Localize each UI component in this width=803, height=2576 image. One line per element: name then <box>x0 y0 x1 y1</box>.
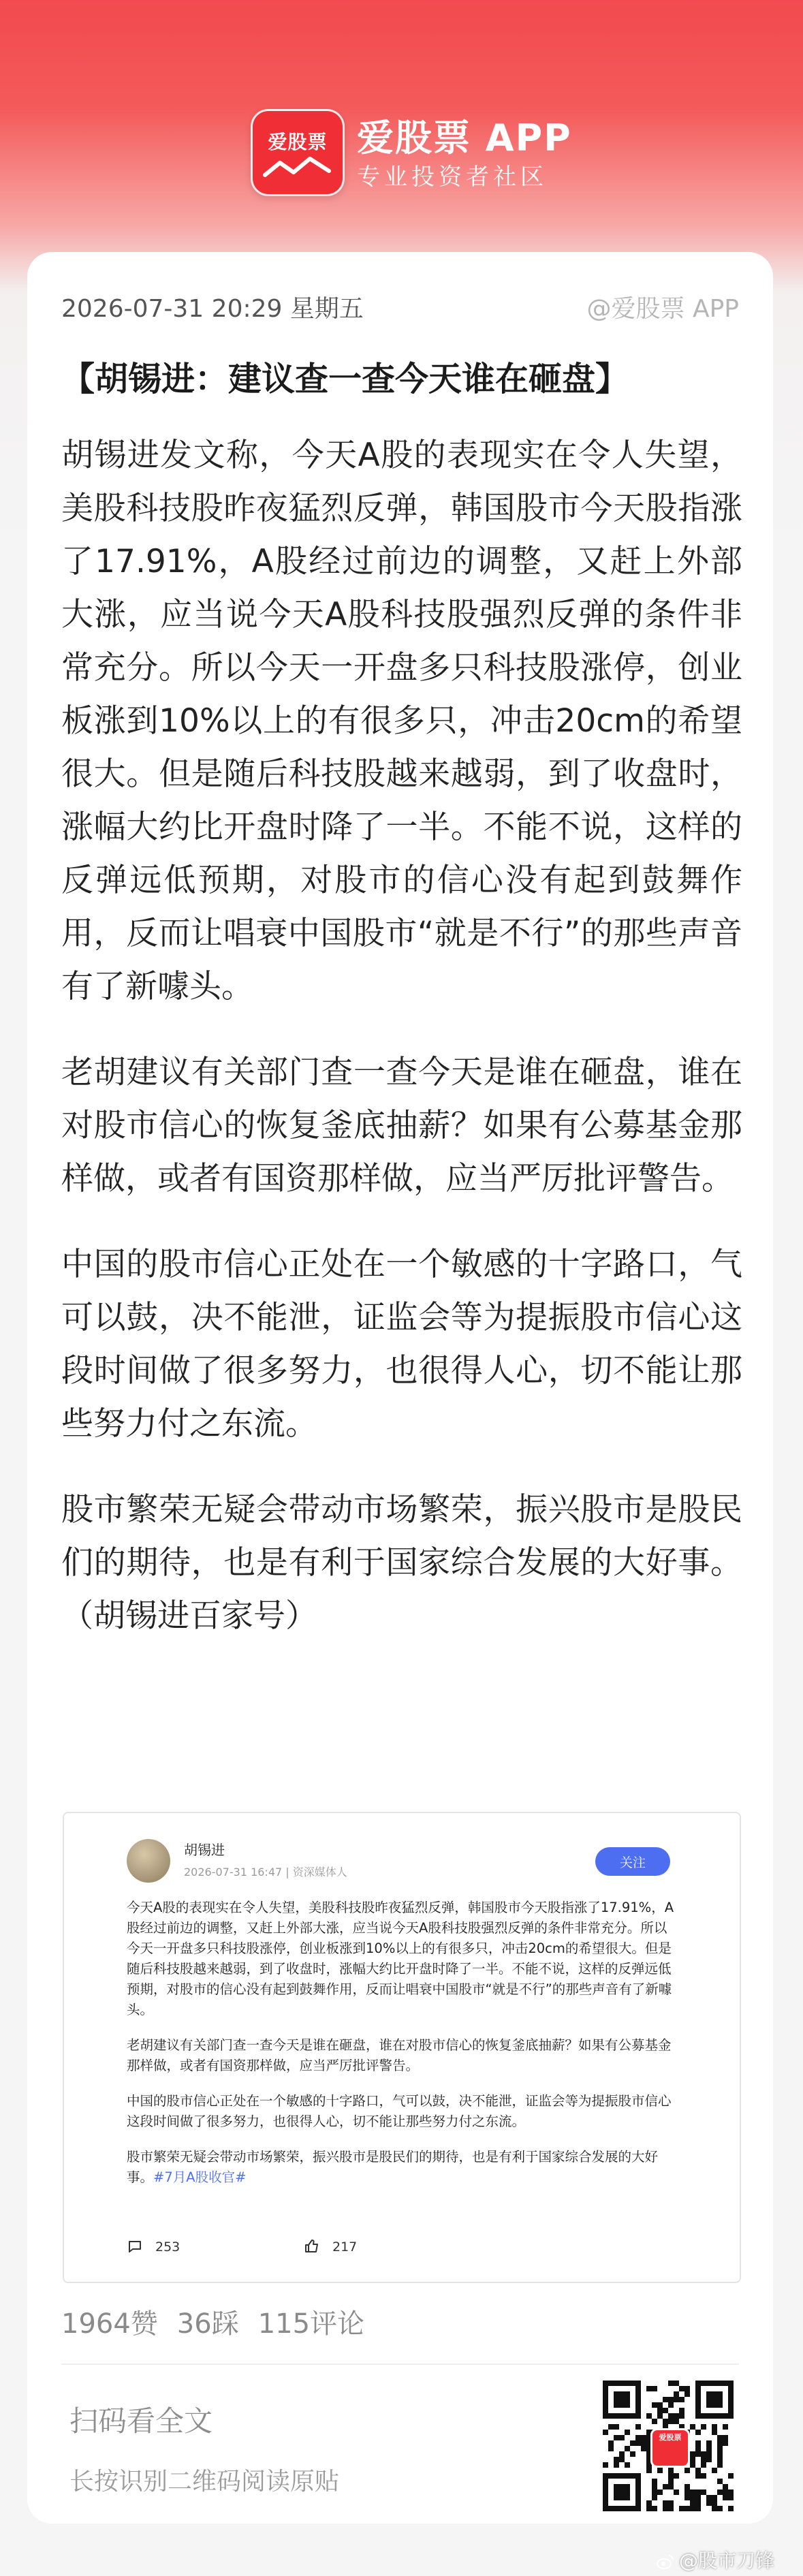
post-card <box>27 252 773 2524</box>
watermark-text: @股市刀锋 <box>678 2549 774 2572</box>
post-source: @爱股票 APP <box>586 295 739 323</box>
post-paragraph: 胡锡进发文称，今天A股的表现实在令人失望，美股科技股昨夜猛烈反弹，韩国股市今天股指涨了17.91%，A股经过前边的调整，又赶上外部大涨，应当说今天A股科技股强烈反弹的条件非常充分。所以今天一开盘多只科技股涨停，创业板涨到10%以上的有很多只，冲击20cm的希望很大。但是随后科技股越来越弱，到了收盘时，涨幅大约比开盘时降了一半。不能不说，这样的反弹远低预期，对股市的信心没有起到鼓舞作用，反而让唱衰中国股市“就是不行”的那些声音有了新噱头。 <box>61 437 742 1005</box>
screenshot-paragraph-text: 股市繁荣无疑会带动市场繁荣，振兴股市是股民们的期待，也是有利于国家综合发展的大好事。 <box>127 2149 659 2185</box>
screenshot-paragraph <box>127 2147 678 2188</box>
like-count: 217 <box>332 2240 358 2255</box>
qr-code[interactable] <box>603 2381 734 2511</box>
author-meta: 2026-07-31 16:47 | 资深媒体人 <box>184 1866 347 1879</box>
brand-title: 爱股票 APP <box>357 116 572 159</box>
comment-action[interactable] <box>127 2238 180 2255</box>
post-title: 【胡锡进：建议查一查今天谁在砸盘】 <box>61 360 629 398</box>
post-paragraph: 老胡建议有关部门查一查今天是谁在砸盘，谁在对股市信心的恢复釜底抽薪？如果有公募基金那样做，或者有国资那样做，应当严厉批评警告。 <box>61 1054 742 1197</box>
brand-subtitle: 专业投资者社区 <box>357 163 548 191</box>
likes-count[interactable]: 1964赞 <box>61 2308 158 2340</box>
trend-line-icon <box>262 153 333 180</box>
comments-count[interactable]: 115评论 <box>257 2308 365 2340</box>
dislikes-count[interactable]: 36踩 <box>176 2308 239 2340</box>
post-stats <box>61 2302 383 2341</box>
app-logo <box>251 109 345 196</box>
scan-title: 扫码看全文 <box>69 2404 213 2438</box>
divider <box>61 2363 739 2365</box>
qr-logo: 爱股票 <box>650 2428 690 2468</box>
comment-icon <box>127 2238 143 2255</box>
scan-subtitle: 长按识别二维码阅读原贴 <box>69 2468 340 2496</box>
weibo-icon <box>656 2554 675 2570</box>
comment-count: 253 <box>155 2240 180 2255</box>
watermark <box>656 2546 774 2573</box>
post-paragraph: 中国的股市信心正处在一个敏感的十字路口，气可以鼓，决不能泄，证监会等为提振股市信心这段时间做了很多努力，也很得人心，切不能让那些努力付之东流。 <box>61 1246 742 1443</box>
thumbs-up-icon <box>304 2238 320 2255</box>
like-action[interactable] <box>304 2238 357 2255</box>
follow-button[interactable]: 关注 <box>595 1847 670 1876</box>
logo-text: 爱股票 <box>268 131 328 153</box>
author-avatar <box>127 1839 170 1883</box>
app-header <box>0 0 803 245</box>
author-name: 胡锡进 <box>184 1842 225 1858</box>
post-paragraph: 股市繁荣无疑会带动市场繁荣，振兴股市是股民们的期待，也是有利于国家综合发展的大好事。（胡锡进百家号） <box>61 1491 742 1635</box>
hashtag-link[interactable]: #7月A股收官# <box>153 2169 247 2185</box>
post-body <box>61 429 742 1676</box>
embedded-screenshot[interactable] <box>63 1812 741 2283</box>
screenshot-paragraph: 今天A股的表现实在令人失望，美股科技股昨夜猛烈反弹，韩国股市今天股指涨了17.91%，A股经过前边的调整，又赶上外部大涨，应当说今天A股科技股强烈反弹的条件非常充分。所以今天一开盘多只科技股涨停，创业板涨到10%以上的有很多只，冲击20cm的希望很大。但是随后科技股越来越弱，到了收盘时，涨幅大约比开盘时降了一半。不能不说，这样的反弹远低预期，对股市的信心没有起到鼓舞作用，反而让唱衰中国股市“就是不行”的那些声音有了新噱头。 <box>127 1900 674 2017</box>
screenshot-body <box>127 1898 678 2203</box>
screenshot-paragraph: 老胡建议有关部门查一查今天是谁在砸盘，谁在对股市信心的恢复釜底抽薪？如果有公募基金那样做，或者有国资那样做，应当严厉批评警告。 <box>127 2037 672 2073</box>
post-time: 2026-07-31 20:29 星期五 <box>61 295 364 323</box>
screenshot-paragraph: 中国的股市信心正处在一个敏感的十字路口，气可以鼓，决不能泄，证监会等为提振股市信心这段时间做了很多努力，也很得人心，切不能让那些努力付之东流。 <box>127 2093 672 2129</box>
